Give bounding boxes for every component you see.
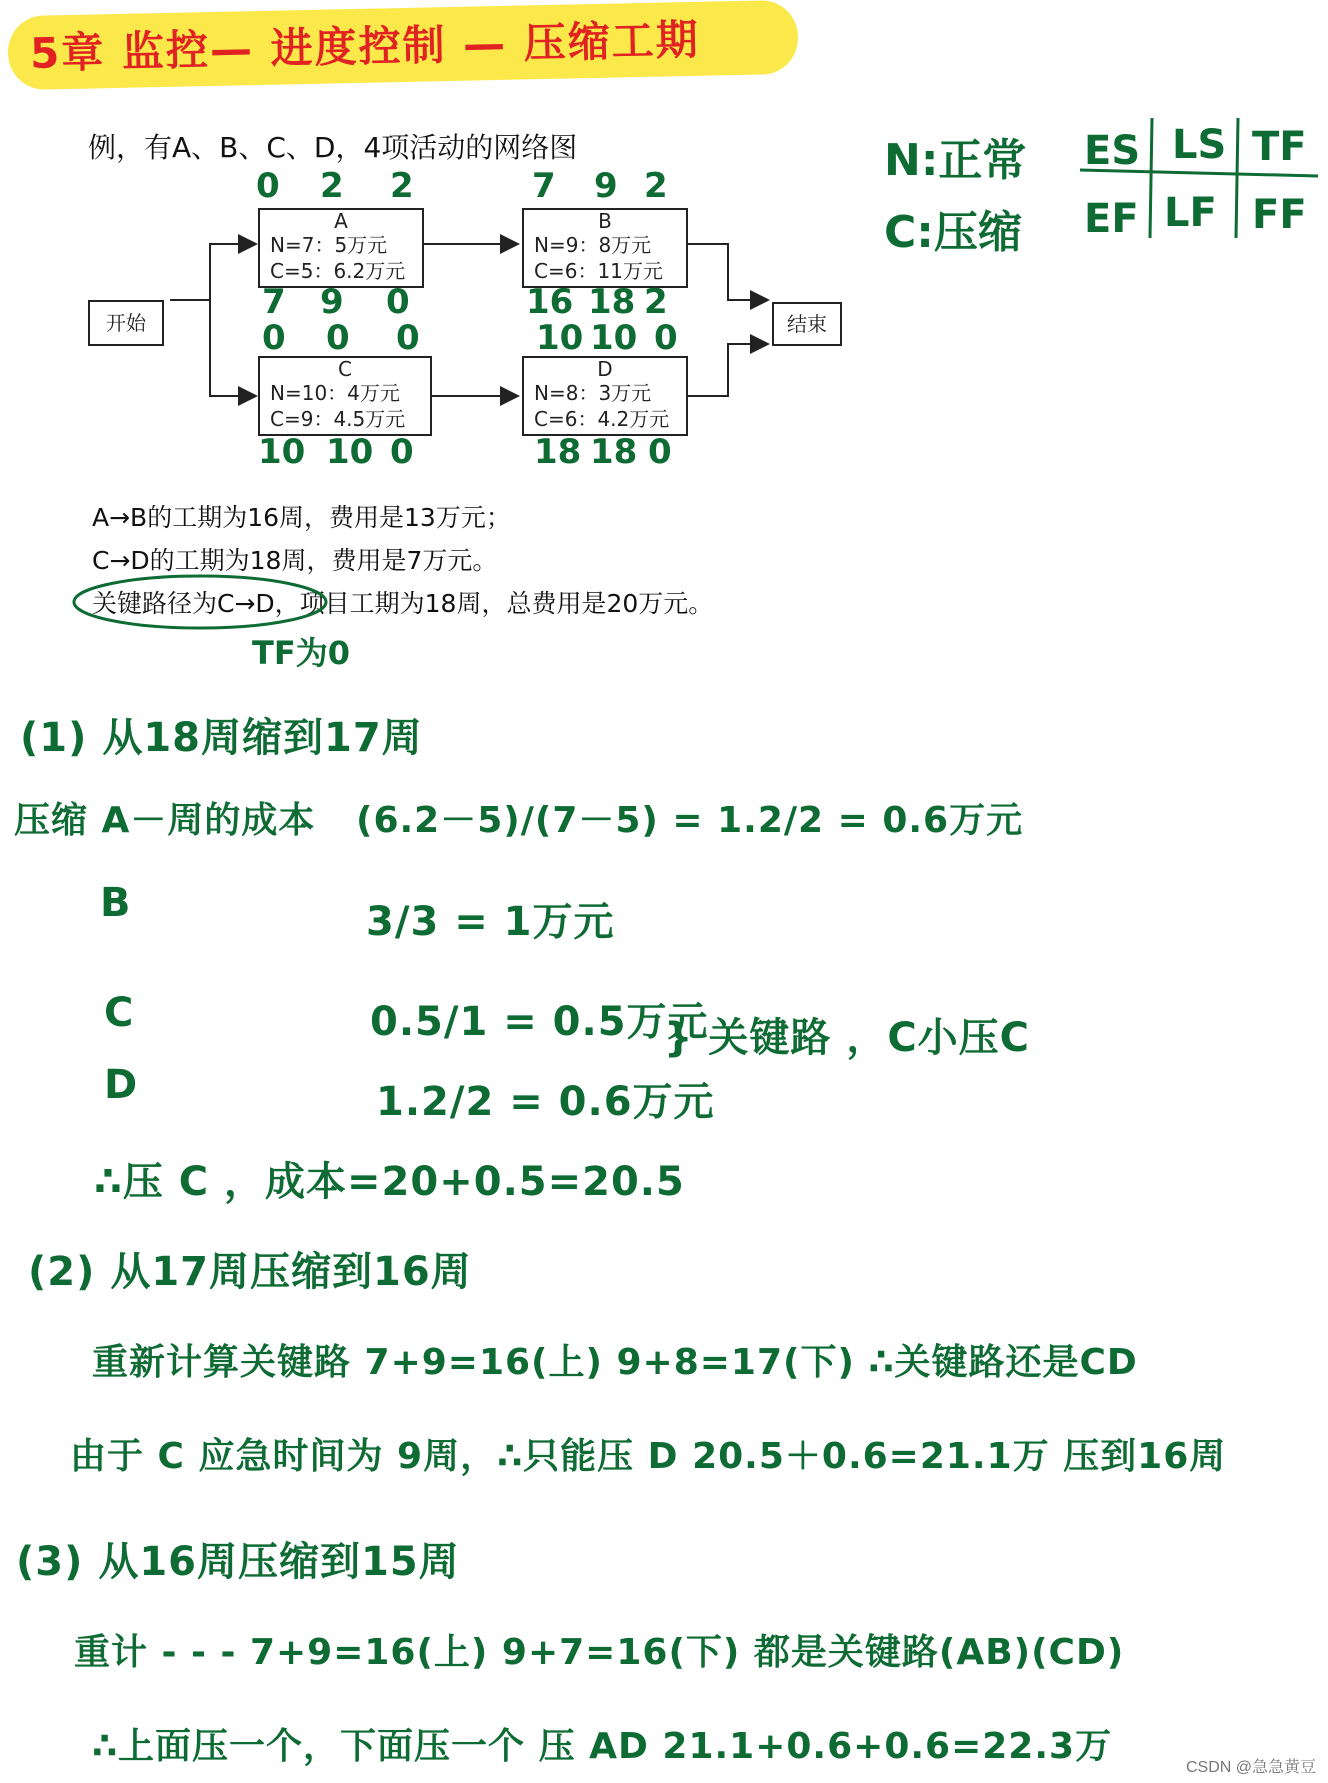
tf-zero-note: TF为0 [252, 634, 350, 672]
c-ls: 0 [326, 318, 350, 358]
activity-b-crash: C=6：11万元 [534, 259, 663, 283]
activity-c-box [258, 356, 432, 436]
step1-title: (1) 从18周缩到17周 [20, 715, 423, 761]
step2-title: (2) 从17周压缩到16周 [28, 1249, 472, 1295]
a-es: 0 [256, 166, 280, 206]
start-node: 开始 [88, 300, 164, 346]
a-ff: 0 [386, 282, 410, 322]
summary-cd: C→D的工期为18周，费用是7万元。 [92, 546, 498, 575]
b-lf: 18 [588, 282, 636, 322]
d-ff: 0 [648, 432, 672, 472]
activity-a-name: A [334, 209, 348, 233]
activity-a-box [258, 208, 424, 288]
a-ls: 2 [320, 166, 344, 206]
c-ef: 10 [258, 432, 306, 472]
step3-recalc: 重计 - - - 7+9=16(上) 9+7=16(下) 都是关键路(AB)(CD) [74, 1632, 1125, 1673]
step1-conclusion: ∴压 C ，成本=20+0.5=20.5 [94, 1159, 685, 1205]
legend-ls: LS [1172, 122, 1227, 168]
d-lf: 18 [590, 432, 638, 472]
step1-c-calc: 0.5/1 = 0.5万元 [370, 999, 709, 1045]
a-lf: 9 [320, 282, 344, 322]
legend-ff: FF [1252, 192, 1307, 238]
activity-d-box [522, 356, 688, 436]
step1-d-calc: 1.2/2 = 0.6万元 [376, 1079, 715, 1125]
a-tf: 2 [390, 166, 414, 206]
watermark: CSDN @急急黄豆 [1185, 1759, 1316, 1776]
summary-critical-path: 关键路径为C→D，项目工期为18周，总费用是20万元。 [92, 589, 714, 618]
step2-reason: 由于 C 应急时间为 9周，∴只能压 D 20.5＋0.6=21.1万 压到16周 [70, 1436, 1227, 1477]
step1-brace-note: } 关键路 ，C小压C [664, 1015, 1031, 1061]
step1-a-calc: (6.2－5)/(7－5) = 1.2/2 = 0.6万元 [356, 800, 1024, 841]
step1-c-label: C [104, 990, 135, 1036]
critical-path-circle [70, 572, 350, 632]
end-node: 结束 [772, 302, 842, 346]
a-ef: 7 [262, 282, 286, 322]
step1-d-label: D [104, 1062, 139, 1108]
activity-d-crash: C=6：4.2万元 [534, 407, 670, 431]
step1-b-label: B [100, 880, 132, 926]
activity-d-normal: N=8：3万元 [534, 381, 652, 405]
b-ff: 2 [644, 282, 668, 322]
activity-a-crash: C=5：6.2万元 [270, 259, 406, 283]
step1-b-calc: 3/3 = 1万元 [366, 899, 615, 945]
d-tf: 0 [654, 318, 678, 358]
step3-conclusion: ∴上面压一个，下面压一个 压 AD 21.1+0.6+0.6=22.3万 [92, 1726, 1113, 1767]
step2-recalc: 重新计算关键路 7+9=16(上) 9+8=17(下) ∴关键路还是CD [92, 1342, 1138, 1383]
c-es: 0 [262, 318, 286, 358]
page-title: 5章 监控— 进度控制 — 压缩工期 [29, 14, 701, 79]
c-ff: 0 [390, 432, 414, 472]
legend-es: ES [1084, 128, 1141, 174]
activity-c-name: C [338, 357, 352, 381]
step3-title: (3) 从16周压缩到15周 [16, 1539, 460, 1585]
b-ef: 16 [526, 282, 574, 322]
legend-ef: EF [1084, 196, 1139, 242]
c-tf: 0 [396, 318, 420, 358]
activity-b-normal: N=9：8万元 [534, 233, 652, 257]
b-ls: 9 [594, 166, 618, 206]
activity-b-box [522, 208, 688, 288]
step1-compress-label: 压缩 A－周的成本 [14, 800, 316, 841]
activity-c-normal: N=10：4万元 [270, 381, 400, 405]
legend-lf: LF [1164, 190, 1217, 236]
b-tf: 2 [644, 166, 668, 206]
d-ls: 10 [590, 318, 638, 358]
d-es: 10 [536, 318, 584, 358]
d-ef: 18 [534, 432, 582, 472]
activity-a-normal: N=7：5万元 [270, 233, 388, 257]
activity-c-crash: C=9：4.5万元 [270, 407, 406, 431]
b-es: 7 [532, 166, 556, 206]
diagram-intro: 例，有A、B、C、D，4项活动的网络图 [88, 131, 578, 164]
legend-tf: TF [1252, 124, 1307, 170]
summary-ab: A→B的工期为16周，费用是13万元； [92, 503, 511, 532]
activity-d-name: D [597, 357, 613, 381]
activity-b-name: B [598, 209, 612, 233]
c-lf: 10 [326, 432, 374, 472]
legend-normal: N:正常 [884, 135, 1027, 186]
legend-crash: C:压缩 [884, 207, 1022, 258]
network-connectors [0, 0, 900, 460]
